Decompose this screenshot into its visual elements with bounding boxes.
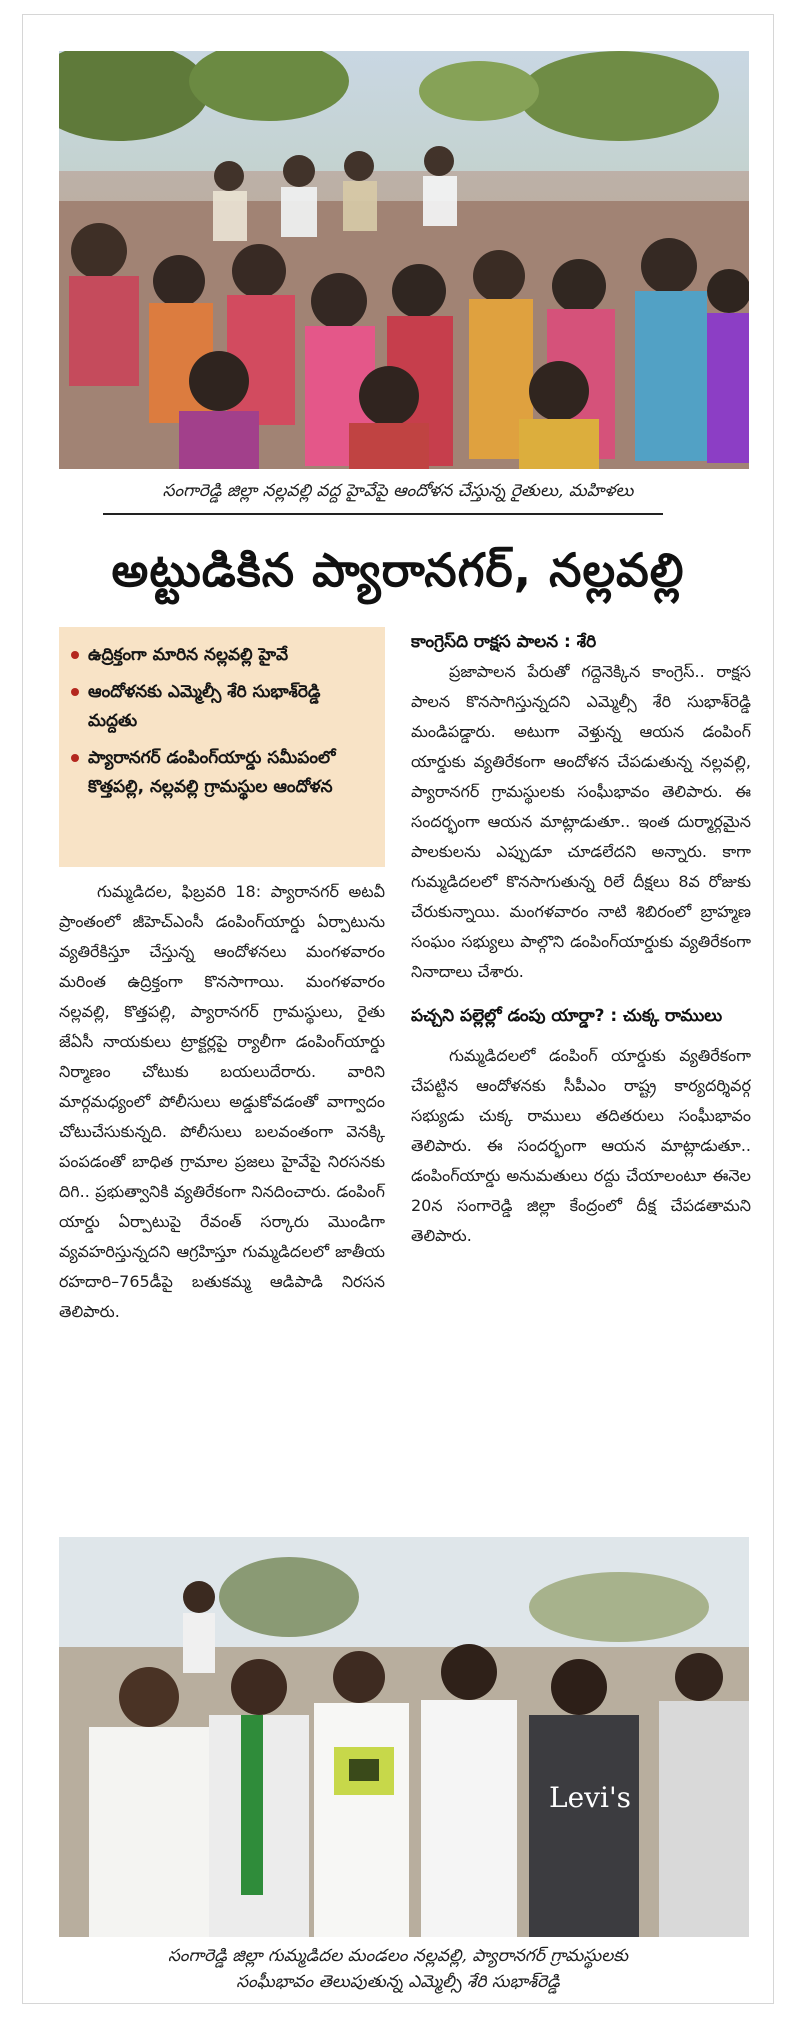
highlight-text: ఉద్రిక్తంగా మారిన నల్లవల్లి హైవే (88, 645, 289, 665)
highlights-box (59, 627, 385, 867)
bullet-dot-icon (71, 754, 79, 762)
bottom-caption-line-2: సంఘీభావం తెలుపుతున్న ఎమ్మెల్సీ శేరి సుభాశ్‌రెడ్డి (236, 1972, 560, 1992)
left-article-column (59, 877, 385, 1327)
right-body-text-2: గుమ్మడిదలలో డంపింగ్ యార్డుకు వ్యతిరేకంగా చేపట్టిన ఆందోళనకు సీపీఎం రాష్ట్ర కార్యదర్శివర్గ సభ్యుడు చుక్క రాములు తదితరులు సంఘీభావం తెలిపారు. ఈ సందర్భంగా ఆయన మాట్లాడుతూ.. డంపింగ్‌యార్డు అనుమతులు రద్దు చేయాలంటూ ఈనెల 20న సంగారెడ్డి జిల్లా కేంద్రంలో దీక్ష చేపడతామని తెలిపారు. (411, 1046, 751, 1245)
highlight-item (71, 678, 375, 736)
bottom-caption-line-1: సంగారెడ్డి జిల్లా గుమ్మడిదల మండలం నల్లవల్లి, ప్యారానగర్ గ్రామస్థులకు (167, 1946, 629, 1966)
bullet-dot-icon (71, 651, 79, 659)
top-photo-caption: సంగారెడ్డి జిల్లా నల్లవల్లి వద్ద హైవేపై ఆందోళన చేస్తున్న రైతులు, మహిళలు (162, 481, 634, 501)
highlight-item (71, 744, 375, 802)
highlight-text: ప్యారానగర్ డంపింగ్‌యార్డు సమీపంలో కొత్తపల్లి, నల్లవల్లి గ్రామస్థుల ఆందోళన (88, 748, 336, 797)
bullet-dot-icon (71, 688, 79, 696)
solidarity-photo-image (59, 1537, 749, 1937)
newspaper-clipping (22, 14, 774, 2004)
headline: అట్టుడికిన ప్యారానగర్, నల్లవల్లి (111, 543, 685, 597)
highlight-text: ఆందోళనకు ఎమ్మెల్సీ శేరి సుభాశ్‌రెడ్డి మద్దతు (88, 682, 321, 731)
subhead-chukka-ramulu: పచ్చని పల్లెల్లో డంపు యార్డా? : చుక్క రాములు (411, 1006, 723, 1026)
solidarity-photo (59, 1537, 749, 1937)
caption-divider (103, 513, 663, 515)
right-article-column (411, 627, 751, 1251)
protest-photo-image (59, 51, 749, 469)
left-body-text: గుమ్మడిదల, ఫిబ్రవరి 18: ప్యారానగర్ అటవీ ప్రాంతంలో జీహెచ్ఎంసీ డంపింగ్‌యార్డు ఏర్పాటును వ్యతిరేకిస్తూ చేస్తున్న ఆందోళనలు మంగళవారం మరింత ఉద్రిక్తంగా కొనసాగాయి. మంగళవారం నల్లవల్లి, కొత్తపల్లి, ప్యారానగర్ గ్రామస్థులు, రైతు జేఏసీ నాయకులు ట్రాక్టర్లపై ర్యాలీగా డంపింగ్‌యార్డు నిర్మాణం చోటుకు బయలుదేరారు. వారిని మార్గమధ్యంలో పోలీసులు అడ్డుకోవడంతో వాగ్వాదం చోటుచేసుకున్నది. పోలీసులు బలవంతంగా వెనక్కి పంపడంతో బాధిత గ్రామాల ప్రజలు హైవేపై నిరసనకు దిగి.. ప్రభుత్వానికి వ్యతిరేకంగా నినదించారు. డంపింగ్ యార్డు ఏర్పాటుపై రేవంత్ సర్కారు మొండిగా వ్యవహరిస్తున్నదని ఆగ్రహిస్తూ గుమ్మడిదలలో జాతీయ రహదారి–765డీపై బతుకమ్మ ఆడిపాడి నిరసన తెలిపారు. (59, 882, 385, 1321)
shirt-text: Levi's (549, 1781, 632, 1814)
right-body-text-1: ప్రజాపాలన పేరుతో గద్దెనెక్కిన కాంగ్రెస్.. రాక్షస పాలన కొనసాగిస్తున్నదని ఎమ్మెల్సీ శేరి సుభాశ్‌రెడ్డి మండిపడ్డారు. అటుగా వెళ్తున్న ఆయన డంపింగ్ యార్డుకు వ్యతిరేకంగా ఆందోళన చేపడుతున్న నల్లవల్లి, ప్యారానగర్ గ్రామస్థులకు సంఘీభావం తెలిపారు. ఈ సందర్భంగా ఆయన మాట్లాడుతూ.. ఇంత దుర్మార్గమైన పాలకులను ఎప్పుడూ చూడలేదని అన్నారు. కాగా గుమ్మడిదలలో కొనసాగుతున్న రిలే దీక్షలు 8వ రోజుకు చేరుకున్నాయి. మంగళవారం నాటి శిబిరంలో బ్రాహ్మణ సంఘం సభ్యులు పాల్గొని డంపింగ్‌యార్డుకు వ్యతిరేకంగా నినాదాలు చేశారు. (411, 662, 751, 981)
highlight-item (71, 641, 375, 670)
subhead-sheri: కాంగ్రెస్‌ది రాక్షస పాలన : శేరి (411, 632, 597, 652)
bottom-photo-caption (23, 1943, 773, 1995)
protest-photo (59, 51, 749, 469)
